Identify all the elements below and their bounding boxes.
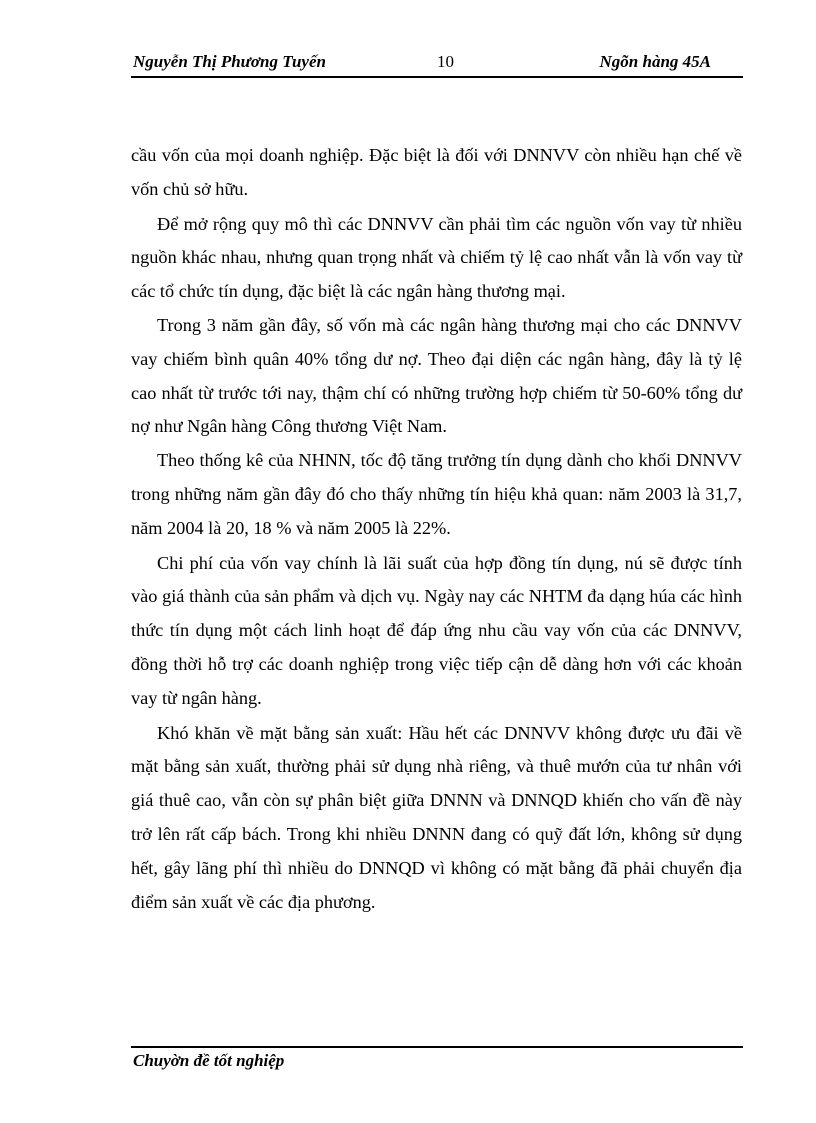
paragraph: Khó khăn về mặt bằng sản xuất: Hầu hết các DNNVV không được ưu đãi về mặt bằng sản xuất, thường phải sử dụng nhà riêng, và thuê mướn của tư nhân với giá thuê cao, vẫn còn sự phân biệt giữa DNNN và DNNQD khiến cho vấn đề này trở lên rất cấp bách. Trong khi nhiều DNNN đang có quỹ đất lớn, không sử dụng hết, gây lãng phí thì nhiều do DNNQD vì không có mặt bằng đã phải chuyển địa điểm sản xuất về các địa phương. [131,722,742,912]
paragraph: Theo thống kê của NHNN, tốc độ tăng trưởng tín dụng dành cho khối DNNVV trong những năm gần đây đó cho thấy những tín hiệu khả quan: năm 2003 là 31,7, năm 2004 là 20, 18 % và năm 2005 là 22%. [131,450,742,538]
document-body [131,139,742,919]
footer-divider [131,1046,743,1048]
paragraph: Trong 3 năm gần đây, số vốn mà các ngân hàng thương mại cho các DNNVV vay chiếm bình quân 40% tổng dư nợ. Theo đại diện các ngân hàng, đây là tỷ lệ cao nhất từ trước tới nay, thậm chí có những trường hợp chiếm từ 50-60% tổng dư nợ như Ngân hàng Công thương Việt Nam. [131,314,742,437]
paragraph: Để mở rộng quy mô thì các DNNVV cần phải tìm các nguồn vốn vay từ nhiều nguồn khác nhau, nhưng quan trọng nhất và chiếm tỷ lệ cao nhất vẫn là vốn vay từ các tổ chức tín dụng, đặc biệt là các ngân hàng thương mại. [131,213,742,302]
page-number: 10 [437,52,454,71]
page-header [131,50,743,78]
paragraph-continuation: cầu vốn của mọi doanh nghiệp. Đặc biệt là đối với DNNVV còn nhiều hạn chế về vốn chủ sở hữu. [131,145,742,199]
header-author: Nguyễn Thị Phương Tuyến [133,52,326,71]
footer-title: Chuyờn đề tốt nghiệp [133,1051,285,1070]
paragraph: Chi phí của vốn vay chính là lãi suất của hợp đồng tín dụng, nú sẽ được tính vào giá thành của sản phẩm và dịch vụ. Ngày nay các NHTM đa dạng húa các hình thức tín dụng một cách linh hoạt để đáp ứng nhu cầu vay vốn của các DNNVV, đồng thời hỗ trợ các doanh nghiệp trong việc tiếp cận dễ dàng hơn với các khoản vay từ ngân hàng. [131,552,742,708]
header-class: Ngõn hàng 45A [599,52,711,71]
header-divider [131,76,743,78]
